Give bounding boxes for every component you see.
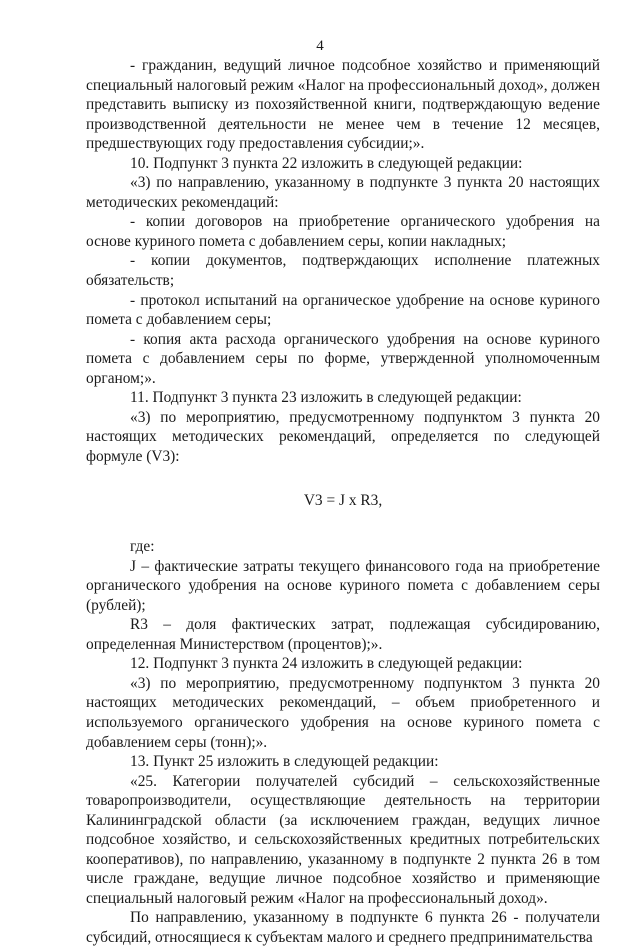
- document-body: [86, 56, 600, 948]
- page-number: 4: [316, 38, 324, 54]
- paragraph-item-10: 10. Подпункт 3 пункта 22 изложить в следующей редакции:: [130, 154, 523, 172]
- paragraph-contracts-copies: - копии договоров на приобретение органического удобрения на основе куриного помета с добавлением серы, копии накладных;: [86, 213, 600, 250]
- paragraph-consumption-act: - копия акта расхода органического удобрения на основе куриного помета с добавлением серы по форме, утвержденной уполномоченным органом;».: [86, 330, 600, 387]
- paragraph-definition-j: J – фактические затраты текущего финансового года на приобретение органического удобрения на основе куриного помета с добавлением серы (рублей);: [86, 557, 600, 614]
- paragraph-payment-documents: - копии документов, подтверждающих исполнение платежных обязательств;: [86, 252, 600, 290]
- paragraph-subitem-3-direction: «3) по направлению, указанному в подпункте 3 пункта 20 настоящих методических рекомендаций:: [86, 174, 600, 211]
- paragraph-item-25-categories: «25. Категории получателей субсидий – сельскохозяйственные товаропроизводители, осуществляющие деятельность на территории Калининградской области (за исключением граждан, ведущих личное подсобное хозяйство, и сельскохозяйственных кредитных потребительских кооперативов), по направлению, указанному в подпункте 2 пункта 26 в том числе граждане, ведущие личное подсобное хозяйство и применяющие специальный налоговый режим «Налог на профессиональный доход».: [86, 772, 600, 907]
- paragraph-item-12: 12. Подпункт 3 пункта 24 изложить в следующей редакции:: [130, 655, 523, 673]
- paragraph-formula-intro: «3) по мероприятию, предусмотренному подпунктом 3 пункта 20 настоящих методических рекомендаций, определяется по следующей формуле (V3):: [86, 408, 600, 465]
- paragraph-item-13: 13. Пункт 25 изложить в следующей редакции:: [130, 753, 439, 771]
- paragraph-item-11: 11. Подпункт 3 пункта 23 изложить в следующей редакции:: [130, 389, 522, 407]
- paragraph-definition-r3: R3 – доля фактических затрат, подлежащая субсидированию, определенная Министерством (процентов);».: [86, 616, 600, 653]
- paragraph-volume-indicator: «3) по мероприятию, предусмотренному подпунктом 3 пункта 20 настоящих методических рекомендаций, – объем приобретенного и используемого органического удобрения на основе куриного помета с добавлением серы (тонн);».: [86, 674, 600, 751]
- paragraph-where: где:: [130, 538, 155, 556]
- formula: V3 = J x R3,: [303, 492, 383, 510]
- paragraph-test-protocol: - протокол испытаний на органическое удобрение на основе куриного помета с добавлением серы;: [86, 291, 600, 329]
- paragraph-citizen-requirement: - гражданин, ведущий личное подсобное хозяйство и применяющий специальный налоговый режим «Налог на профессиональный доход», должен представить выписку из похозяйственной книги, подтверждающую ведение производственной деятельности не менее чем в течение 12 месяцев, предшествующих году предоставления субсидии;».: [86, 57, 600, 153]
- paragraph-direction-6: По направлению, указанному в подпункте 6 пункта 26 - получатели субсидий, относящиеся к субъектам малого и среднего предпринимательства: [86, 909, 600, 946]
